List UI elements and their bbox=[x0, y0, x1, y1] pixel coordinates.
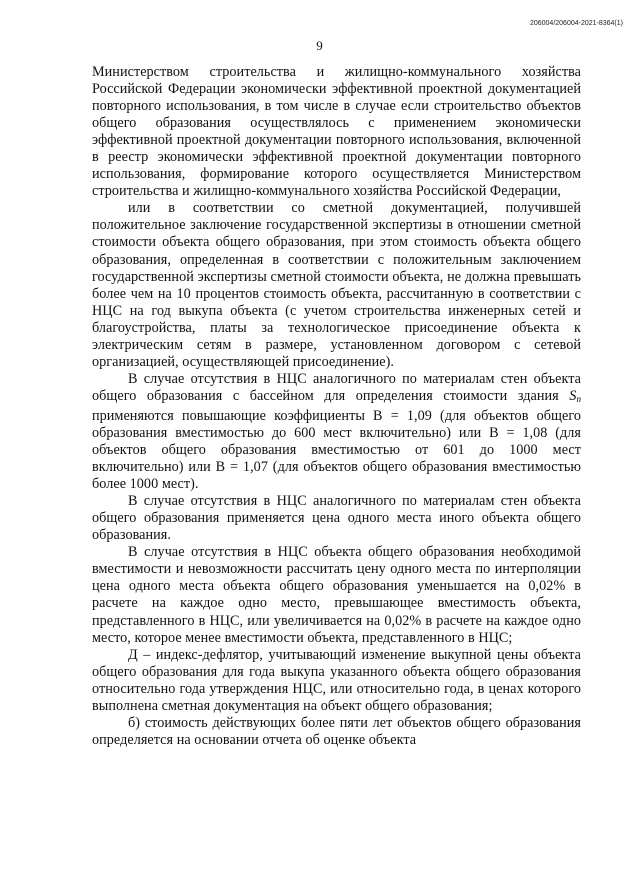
building-cost-symbol: S bbox=[569, 387, 577, 404]
paragraph-1: Министерством строительства и жилищно-коммунального хозяйства Российской Федерации экономически эффективной проектной документацией повторного использования, в том числе в случае если строительство объектов общего образования осуществлялось с применением экономически эффективной проектной документации повторного использования, включенной в реестр экономически эффективной проектной документации повторного использования, формирование которого осуществляется Министерством строительства и жилищно-коммунального хозяйства Российской Федерации, bbox=[92, 64, 581, 200]
paragraph-5: В случае отсутствия в НЦС объекта общего образования необходимой вместимости и невозможности рассчитать цену одного места по интерполяции цена одного места объекта общего образования уменьшается на 0,02% в расчете на каждое одно место, превышающее вместимость объекта, представленного в НЦС, или увеличивается на 0,02% в расчете на каждое одно место, которое менее вместимости объекта, представленного в НЦС; bbox=[92, 544, 581, 646]
paragraph-3-part-2: применяются повышающие коэффициенты В = 1,09 (для объектов общего образования вместимостью до 600 мест включительно) или В = 1,08 (для объектов общего образования вместимостью от 601 до 1000 мест включительно) или В = 1,07 (для объектов общего образования вместимостью более 1000 мест). bbox=[92, 407, 581, 493]
paragraph-3-part-1: В случае отсутствия в НЦС аналогичного по материалам стен объекта общего образования с бассейном для определения стоимости здания bbox=[92, 370, 581, 404]
page-number: 9 bbox=[316, 38, 323, 53]
document-body bbox=[92, 64, 581, 749]
document-id: 206004/206004-2021-8364(1) bbox=[529, 20, 623, 27]
paragraph-2: или в соответствии со сметной документацией, получившей положительное заключение государственной экспертизы в отношении сметной стоимости объекта общего образования, при этом стоимость объекта общего образования, определенная в соответствии с положительным заключением государственной экспертизы сметной стоимости объекта, не должна превышать более чем на 10 процентов стоимость объекта, рассчитанную в соответствии с НЦС на год выкупа объекта (с учетом строительства инженерных сетей и благоустройства, платы за технологическое присоединение объекта к электрическим сетям в размере, установленном договором с сетевой организацией, осуществляющей присоединение). bbox=[92, 200, 581, 370]
paragraph-6: Д – индекс-дефлятор, учитывающий изменение выкупной цены объекта общего образования для года выкупа указанного объекта общего образования относительно года утверждения НЦС, или относительно года, в ценах которого выполнена сметная документация на объект общего образования; bbox=[92, 646, 581, 714]
paragraph-7: б) стоимость действующих более пяти лет объектов общего образования определяется на основании отчета об оценке объекта bbox=[92, 714, 581, 748]
paragraph-3 bbox=[92, 371, 581, 493]
paragraph-4: В случае отсутствия в НЦС аналогичного по материалам стен объекта общего образования применяется цена одного места иного объекта общего образования. bbox=[92, 493, 581, 544]
building-cost-subscript: n bbox=[576, 393, 581, 404]
